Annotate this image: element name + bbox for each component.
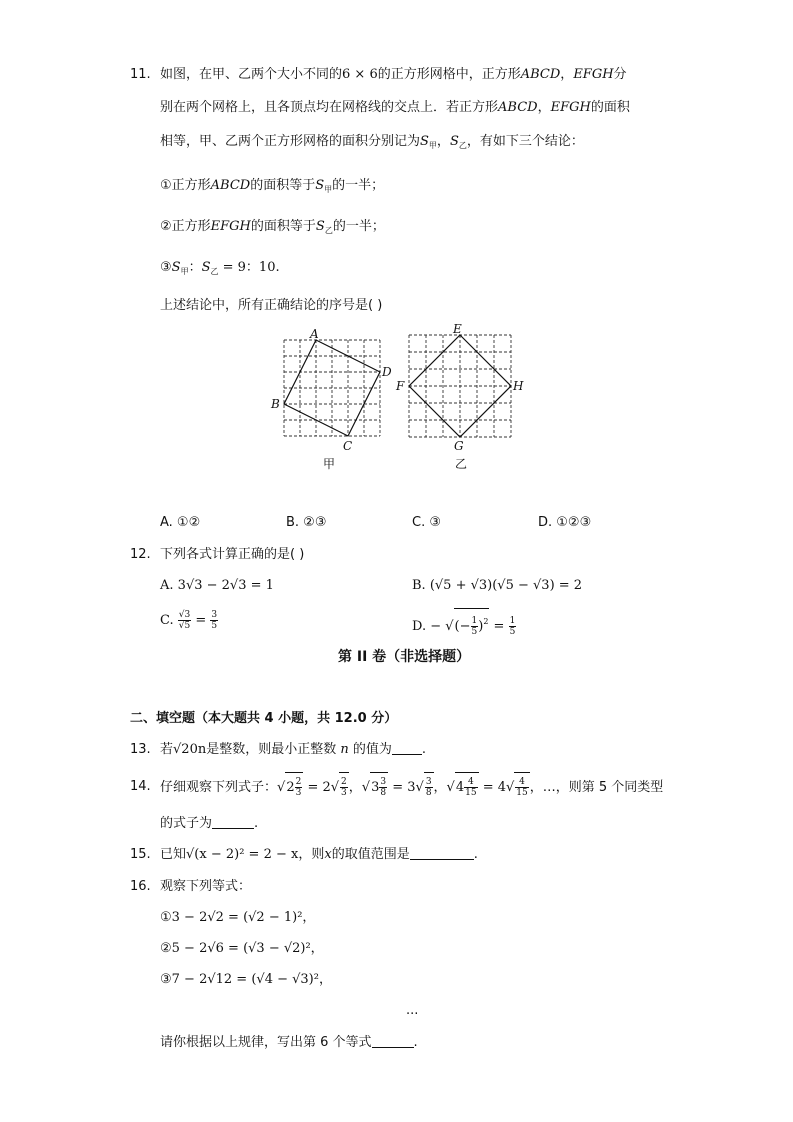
q16-question: 请你根据以上规律，写出第 6 个等式 . <box>160 1035 418 1050</box>
figure-caption-jia: 甲 <box>323 457 336 471</box>
q12-option-c-lhs: $\frac{√3}{√5}$ <box>178 610 191 631</box>
label-E: E <box>453 322 462 336</box>
q12-option-b[interactable]: B. (√5 + √3)(√5 − √3) = 2 <box>412 578 583 593</box>
q12-number: 12. <box>130 547 151 562</box>
q13-expr: √20n <box>173 742 207 757</box>
q11-option-a[interactable]: A. ①② <box>160 515 201 530</box>
q15-text: 已知√(x − 2)² = 2 − x，则x的取值范围是 . <box>160 847 478 862</box>
q12-option-c-rhs: $\frac{3}{5}$ <box>211 610 218 631</box>
q12-option-a-expr: 3√3 − 2√3 = 1 <box>177 578 274 593</box>
q14-text: 仔细观察下列式子：√2 $\frac{2}{3}$ = 2√ $\frac{2}{3}$ ，√3 $\frac{3}{8}$ = 3√ $\frac{3}{8}$ ，√4 $\frac{4}{15}$ = 4√ $\frac{4}{15}$ ，…，则第 5 个同类型 <box>160 772 663 803</box>
q16-equation-2: ②5 − 2√6 = (√3 − √2)²， <box>160 941 324 956</box>
label-D: D <box>382 365 392 379</box>
grid-yi <box>409 335 511 437</box>
q12-stem: 下列各式计算正确的是( ) <box>160 547 305 562</box>
label-A: A <box>310 327 319 341</box>
grid-jia <box>284 340 380 436</box>
q15-answer-blank[interactable] <box>410 847 474 860</box>
q13-number: 13. <box>130 742 151 757</box>
figure-caption-yi: 乙 <box>455 457 468 471</box>
q13-text: 若√20n是整数，则最小正整数 n 的值为 . <box>160 742 427 757</box>
label-H: H <box>513 379 524 393</box>
q12-option-d[interactable]: D. − √(− $\frac{1}{5}$ )$^2$ = $\frac{1}{5}$ <box>412 608 516 640</box>
label-G: G <box>454 439 464 453</box>
label-C: C <box>343 439 353 453</box>
q11-line2: 别在两个网格上，且各顶点均在网格线的交点上．若正方形ABCD，EFGH的面积 <box>160 100 630 115</box>
label-B: B <box>271 397 280 411</box>
q16-equation-3: ③7 − 2√12 = (√4 − √3)²， <box>160 972 332 987</box>
q12-option-c[interactable]: C. $\frac{√3}{√5}$ = $\frac{3}{5}$ <box>160 610 218 631</box>
q11-option-d[interactable]: D. ①②③ <box>538 515 592 530</box>
q11-option-c[interactable]: C. ③ <box>412 515 441 530</box>
q12-option-b-expr: (√5 + √3)(√5 − √3) = 2 <box>429 578 583 593</box>
q14-number: 14. <box>130 779 151 794</box>
q13-answer-blank[interactable] <box>392 742 422 755</box>
q15-number: 15. <box>130 847 151 862</box>
q16-equation-1: ①3 − 2√2 = (√2 − 1)²， <box>160 910 316 925</box>
q14-answer-blank[interactable] <box>212 816 254 829</box>
q11-number: 11. <box>130 67 151 82</box>
q16-ellipsis: ... <box>406 1003 419 1018</box>
q11-line1: 如图，在甲、乙两个大小不同的6 × 6的正方形网格中，正方形ABCD，EFGH分 <box>160 67 627 82</box>
section-2-title: 第 II 卷（非选择题） <box>338 649 471 665</box>
q16-number: 16. <box>130 879 151 894</box>
q11-conclusion-2: ②正方形EFGH的面积等于$S_乙$的一半； <box>160 219 385 235</box>
q11-figure <box>260 322 540 477</box>
q11-option-b[interactable]: B. ②③ <box>286 515 327 530</box>
fill-section-header: 二、填空题（本大题共 4 小题，共 12.0 分） <box>130 711 398 726</box>
q11-question: 上述结论中，所有正确结论的序号是( ) <box>160 298 383 313</box>
q14-line2: 的式子为 . <box>160 816 259 831</box>
q11-conclusion-1: ①正方形ABCD的面积等于$S_甲$的一半； <box>160 178 385 194</box>
q11-conclusion-3: $③S_甲$：$S_乙 = 9$：10. <box>160 260 280 276</box>
q12-option-a[interactable]: A. 3√3 − 2√3 = 1 <box>160 578 274 593</box>
q16-answer-blank[interactable] <box>372 1035 414 1048</box>
q11-line3: 相等，甲、乙两个正方形网格的面积分别记为$S_甲$，$S_乙$，有如下三个结论： <box>160 134 584 150</box>
q15-expr: √(x − 2)² = 2 − x <box>186 847 299 862</box>
q16-intro: 观察下列等式： <box>160 879 252 894</box>
label-F: F <box>396 379 405 393</box>
